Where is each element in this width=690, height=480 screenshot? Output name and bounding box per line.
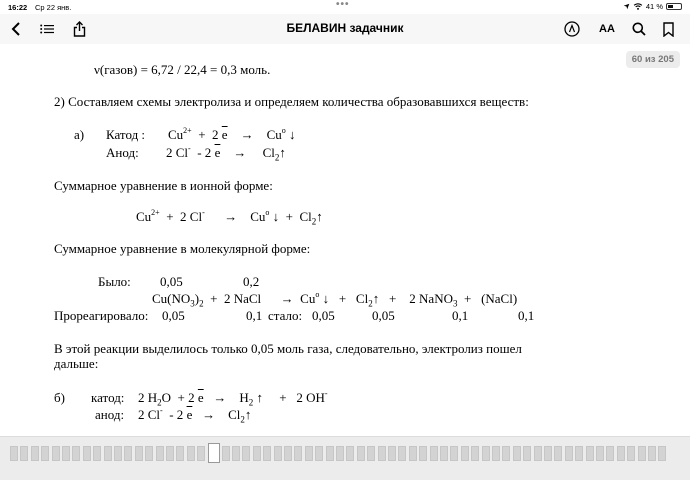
thumbnail[interactable] [586,446,594,461]
thumbnail[interactable] [471,446,479,461]
pen-circle-icon [564,21,580,37]
molecular-equation: $Cu(NO_3)_2 + 2$ NaCl → Cu$^o$ ↓ + $Cl_2↑$ + 2 NaNO$_3$ + (NaCl) [152,290,518,309]
thumbnail[interactable] [156,446,164,461]
thumbnail[interactable] [575,446,583,461]
summary-molecular-heading: Суммарное уравнение в молекулярной форме: [54,241,311,256]
thumbnail[interactable] [104,446,112,461]
battery-icon [666,3,682,10]
proreag-value-2: 0,1 [246,308,263,323]
thumbnail[interactable] [41,446,49,461]
stalo-value-1: 0,05 [312,308,335,323]
thumbnail[interactable] [378,446,386,461]
thumbnail[interactable] [440,446,448,461]
status-time: 16:22 [8,3,28,12]
thumbnail[interactable] [52,446,60,461]
thumbnail[interactable] [398,446,406,461]
anode-equation: 2 Cl- - 2 $\overline{e}$ → $Cl_2↑$ [166,144,286,163]
thumbnail[interactable] [176,446,184,461]
bookmark-icon [663,22,674,37]
thumbnail[interactable] [554,446,562,461]
thumbnail[interactable] [263,446,271,461]
wifi-icon [633,3,643,10]
label-b: б) [54,390,65,405]
line-step-2: 2) Составляем схемы электролиза и определяем количества образовавшихся веществ: [54,94,529,109]
thumbnail-current[interactable] [208,443,220,463]
proreag-label: Прореагировало: [54,308,149,323]
battery-percent: 41 % [645,2,663,11]
thumbnail[interactable] [482,446,490,461]
thumbnail[interactable] [253,446,261,461]
b-cathode-label: катод: [91,390,125,405]
thumbnail[interactable] [357,446,365,461]
thumbnail[interactable] [197,446,205,461]
thumbnail[interactable] [10,446,18,461]
page-counter: 60 из 205 [626,51,680,68]
bookmark-button[interactable] [660,18,676,40]
thumbnail[interactable] [461,446,469,461]
status-right [623,2,682,11]
location-icon [623,3,630,10]
stalo-value-4: 0,1 [518,308,535,323]
cathode-label: Катод : [106,127,146,142]
thumbnail[interactable] [93,446,101,461]
thumbnail[interactable] [430,446,438,461]
thumbnail[interactable] [326,446,334,461]
thumbnail[interactable] [492,446,500,461]
thumbnail[interactable] [367,446,375,461]
thumbnail[interactable] [166,446,174,461]
b-cathode-equation: 2 $H_2O + 2$ $\overline{e}$ → $H_2$ ↑ + 2 OH- [138,389,328,408]
thumbnail[interactable] [187,446,195,461]
stalo-label: стало: [268,308,303,323]
thumbnail[interactable] [596,446,604,461]
thumbnail[interactable] [114,446,122,461]
thumbnail[interactable] [450,446,458,461]
thumbnail[interactable] [565,446,573,461]
paragraph-line-1: В этой реакции выделилось только 0,05 моль газа, следовательно, электролиз пошел [54,341,522,356]
paragraph-line-2: дальше: [54,356,99,371]
thumbnail[interactable] [62,446,70,461]
document-page [0,44,690,436]
book-title: БЕЛАВИН задачник [286,21,404,35]
thumbnail[interactable] [544,446,552,461]
thumbnail[interactable] [232,446,240,461]
thumbnail[interactable] [336,446,344,461]
stalo-value-3: 0,1 [452,308,469,323]
thumbnail[interactable] [627,446,635,461]
thumbnail[interactable] [31,446,39,461]
thumbnail[interactable] [315,446,323,461]
thumbnail[interactable] [617,446,625,461]
reader-toolbar [0,14,690,44]
thumbnail[interactable] [72,446,80,461]
b-anode-label: анод: [95,407,125,422]
thumbnail[interactable] [284,446,292,461]
thumbnail[interactable] [145,446,153,461]
status-bar [0,0,690,14]
thumbnail[interactable] [124,446,132,461]
thumbnail[interactable] [242,446,250,461]
thumbnail[interactable] [83,446,91,461]
thumbnail[interactable] [638,446,646,461]
cathode-equation: $Cu^{2+} + 2$ $\overline{e}$ → Cu$^o$ ↓ [168,126,296,142]
thumbnail[interactable] [513,446,521,461]
proreag-value-1: 0,05 [162,308,185,323]
multitask-indicator[interactable]: ••• [336,0,350,10]
annotate-button[interactable] [562,18,582,40]
search-button[interactable] [630,18,648,40]
thumbnail[interactable] [294,446,302,461]
summary-ionic-heading: Суммарное уравнение в ионной форме: [54,178,273,193]
thumbnail[interactable] [502,446,510,461]
font-size-button[interactable]: AA [599,23,615,35]
status-date: Ср 22 янв. [35,3,72,12]
thumbnail[interactable] [135,446,143,461]
thumbnail[interactable] [419,446,427,461]
thumbnail[interactable] [305,446,313,461]
bylo-value-1: 0,05 [160,274,183,289]
stalo-value-2: 0,05 [372,308,395,323]
thumbnail[interactable] [409,446,417,461]
thumbnail-strip[interactable] [10,446,680,464]
thumbnail[interactable] [648,446,656,461]
line-moles-gas: ν(газов) = 6,72 / 22,4 = 0,3 моль. [94,62,271,77]
thumbnail[interactable] [606,446,614,461]
search-icon [632,22,646,36]
thumbnail[interactable] [388,446,396,461]
bylo-value-2: 0,2 [243,274,260,289]
thumbnail[interactable] [274,446,282,461]
ionic-equation: $Cu^{2+} + 2$ Cl- → Cu$^o$ ↓ + $Cl_2↑$ [136,208,323,227]
label-a: а) [74,127,85,142]
thumbnail[interactable] [523,446,531,461]
page-scrubber[interactable] [0,436,690,480]
thumbnail[interactable] [534,446,542,461]
anode-label: Анод: [106,145,139,160]
battery-fill [668,5,673,8]
thumbnail[interactable] [346,446,354,461]
thumbnail[interactable] [222,446,230,461]
bylo-label: Было: [98,274,131,289]
thumbnail[interactable] [658,446,666,461]
thumbnail[interactable] [20,446,28,461]
b-anode-equation: 2 Cl- - 2 $\overline{e}$ → $Cl_2↑$ [138,406,252,425]
